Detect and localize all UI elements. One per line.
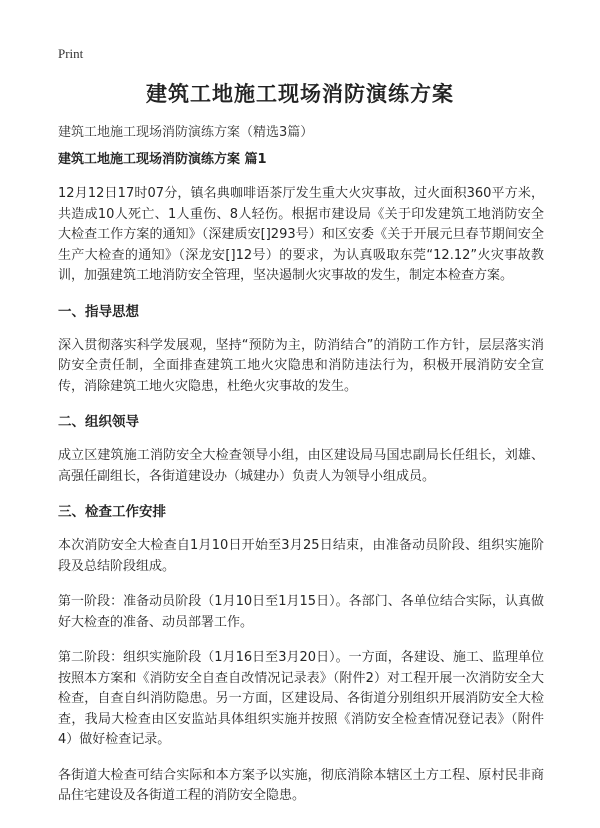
article-title: 建筑工地施工现场消防演练方案 篇1 xyxy=(58,152,267,167)
document-subtitle: 建筑工地施工现场消防演练方案（精选3篇） xyxy=(58,125,314,140)
print-link[interactable]: Print xyxy=(58,46,84,61)
section-heading-guiding-ideology: 一、指导思想 xyxy=(58,303,139,320)
article-body xyxy=(58,150,544,822)
guiding-ideology-paragraph: 深入贯彻落实科学发展观，坚持“预防为主，防消结合”的消防工作方针，层层落实消防安全责任制，全面排查建筑工地火灾隐患和消防违法行为，积极开展消防安全宣传，消除建筑工地火灾隐患，杜绝火灾事故的发生。 xyxy=(58,337,544,394)
inspection-overview-paragraph: 本次消防安全大检查自1月10日开始至3月25日结束，由准备动员阶段、组织实施阶段及总结阶段组成。 xyxy=(58,538,544,574)
page-title: 建筑工地施工现场消防演练方案 xyxy=(146,82,454,106)
stage-one-paragraph: 第一阶段：准备动员阶段（1月10日至1月15日）。各部门、各单位结合实际，认真做好大检查的准备、动员部署工作。 xyxy=(58,594,544,630)
street-inspection-paragraph: 各街道大检查可结合实际和本方案予以实施，彻底消除本辖区土方工程、原村民非商品住宅建设及各街道工程的消防安全隐患。 xyxy=(58,767,544,803)
stage-two-paragraph: 第二阶段：组织实施阶段（1月16日至3月20日）。一方面，各建设、施工、监理单位按照本方案和《消防安全自查自改情况记录表》（附件2）对工程开展一次消防安全大检查，自查自纠消防隐患。另一方面，区建设局、各街道分别组织开展消防安全大检查，我局大检查由区安监站具体组织实施并按照《消防安全检查情况登记表》（附件4）做好检查记录。 xyxy=(58,650,544,747)
section-heading-inspection-arrangement: 三、检查工作安排 xyxy=(58,504,166,520)
organization-paragraph: 成立区建筑施工消防安全大检查领导小组，由区建设局马国忠副局长任组长，刘雄、高强任副组长，各街道建设办（城建办）负责人为领导小组成员。 xyxy=(58,448,544,484)
intro-paragraph: 12月12日17时07分，镇名典咖啡语茶厅发生重大火灾事故，过火面积360平方米，共造成10人死亡、1人重伤、8人轻伤。根据市建设局《关于印发建筑工地消防安全大检查工作方案的通知》（深建质安[]293号）和区安委《关于开展元旦春节期间安全生产大检查的通知》（深龙安[]12号）的要求，为认真吸取东莞“12.12”火灾事故教训，加强建筑工地消防安全管理，坚决遏制火灾事故的发生，制定本检查方案。 xyxy=(58,186,544,283)
section-heading-organization: 二、组织领导 xyxy=(58,414,139,430)
